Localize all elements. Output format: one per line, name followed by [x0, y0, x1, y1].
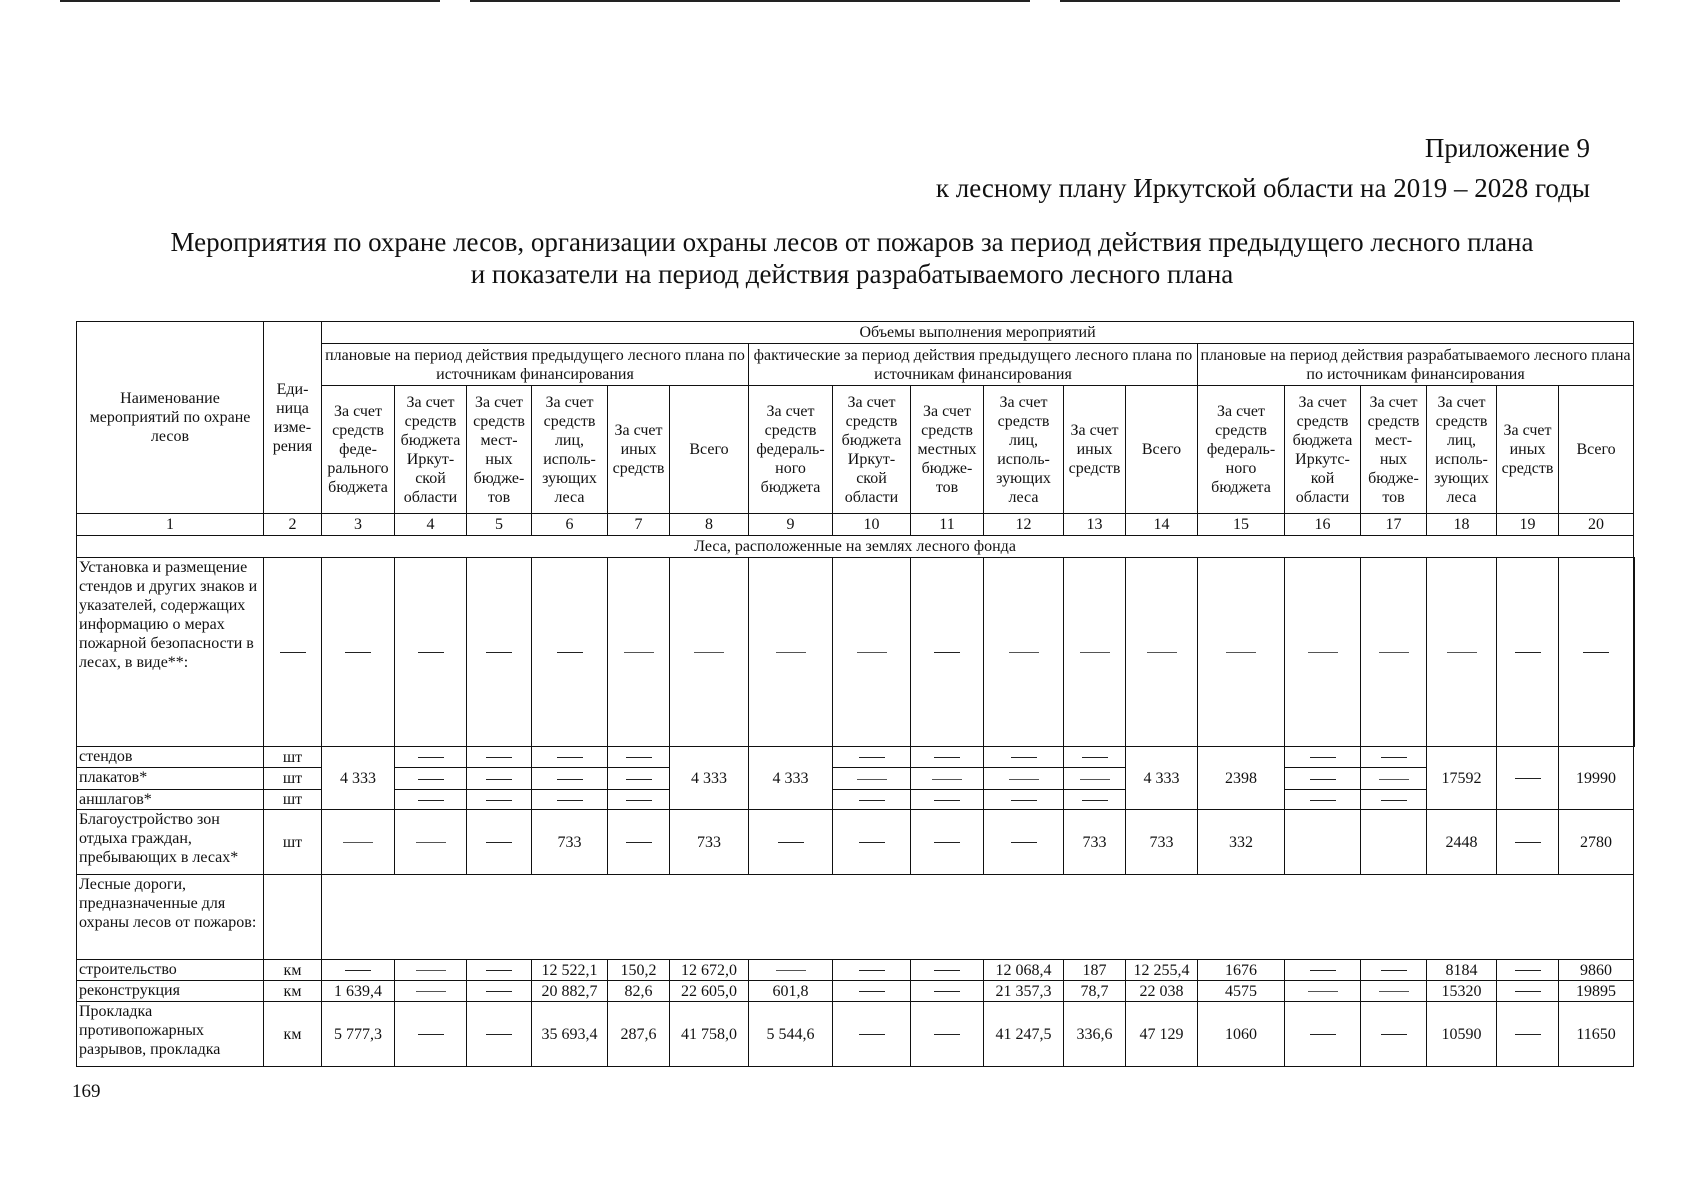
reconstruction-c15: 4575	[1198, 981, 1285, 1002]
table-row	[77, 747, 1635, 768]
dash	[1583, 652, 1609, 653]
dash	[1381, 800, 1407, 801]
row-stands-intro-name: Установка и размещение стендов и других знаков и указателей, содержащих информацию о мерах пожарной безопасности в лесах, в виде**:	[77, 558, 264, 747]
dash	[486, 991, 512, 992]
dash	[859, 842, 885, 843]
posters-c8: 4 333	[670, 747, 749, 810]
col-number: 20	[1559, 514, 1634, 536]
dash	[626, 800, 652, 801]
header-g2-other: За счет иных средств	[1064, 386, 1126, 514]
dash	[486, 842, 512, 843]
reconstruction-c7: 82,6	[608, 981, 670, 1002]
dash	[343, 842, 373, 843]
header-g3-local: За счет средств мест-ных бюдже-тов	[1361, 386, 1427, 514]
posters-c15: 2398	[1198, 747, 1285, 810]
col-number: 6	[532, 514, 608, 536]
posters-c20: 19990	[1559, 747, 1634, 810]
dash	[932, 779, 962, 780]
row-recreation-name: Благоустройство зон отдыха граждан, пребывающих в лесах*	[77, 810, 264, 875]
recreation-c20: 2780	[1559, 810, 1634, 875]
dash	[1080, 652, 1110, 653]
construction-c8: 12 672,0	[670, 960, 749, 981]
posters-c3: 4 333	[322, 747, 395, 810]
construction-c14: 12 255,4	[1126, 960, 1198, 981]
row-stands-name: стендов	[77, 747, 264, 768]
reconstruction-c6: 20 882,7	[532, 981, 608, 1002]
header-g1-total: Всего	[670, 386, 749, 514]
table-row	[77, 790, 1635, 810]
table-row	[77, 768, 1635, 790]
firebreaks-c12: 41 247,5	[984, 1002, 1064, 1067]
reconstruction-c13: 78,7	[1064, 981, 1126, 1002]
dash	[1379, 779, 1409, 780]
header-unit: Еди-ница изме-рения	[264, 322, 322, 514]
dash	[557, 652, 583, 653]
row-recreation-unit: шт	[264, 810, 322, 875]
dash	[1515, 778, 1541, 779]
row-construction-unit: км	[264, 960, 322, 981]
dash	[1308, 652, 1338, 653]
dash	[857, 779, 887, 780]
dash	[1381, 1034, 1407, 1035]
dash	[1226, 652, 1256, 653]
row-anshlag-name: аншлагов*	[77, 790, 264, 810]
dash	[934, 970, 960, 971]
dash	[486, 970, 512, 971]
dash	[345, 970, 371, 971]
row-posters-unit: шт	[264, 768, 322, 790]
dash	[486, 757, 512, 758]
col-number: 3	[322, 514, 395, 536]
dash	[1447, 652, 1477, 653]
col-number: 2	[264, 514, 322, 536]
dash	[280, 652, 306, 653]
firebreaks-c9: 5 544,6	[749, 1002, 833, 1067]
reconstruction-c9: 601,8	[749, 981, 833, 1002]
firebreaks-c15: 1060	[1198, 1002, 1285, 1067]
row-anshlag-unit: шт	[264, 790, 322, 810]
dash	[416, 991, 446, 992]
construction-c7: 150,2	[608, 960, 670, 981]
row-firebreaks-name: Прокладка противопожарных разрывов, прокладка	[77, 1002, 264, 1067]
dash	[626, 779, 652, 780]
appendix-number: Приложение 9	[1424, 133, 1590, 163]
dash	[418, 779, 444, 780]
dash	[776, 652, 806, 653]
header-g2-local: За счет средств местных бюдже-тов	[911, 386, 984, 514]
table-row	[77, 960, 1635, 981]
recreation-c14: 733	[1126, 810, 1198, 875]
dash	[486, 1034, 512, 1035]
dash	[418, 1034, 444, 1035]
reconstruction-c12: 21 357,3	[984, 981, 1064, 1002]
dash	[1310, 970, 1336, 971]
col-number: 18	[1427, 514, 1497, 536]
col-number: 4	[395, 514, 467, 536]
header-name: Наименование мероприятий по охране лесов	[77, 322, 264, 514]
dash	[486, 652, 512, 653]
row-construction-name: строительство	[77, 960, 264, 981]
col-number: 10	[833, 514, 911, 536]
dash	[1381, 757, 1407, 758]
dash	[859, 800, 885, 801]
dash	[1308, 991, 1338, 992]
dash	[934, 652, 960, 653]
dash	[1082, 757, 1108, 758]
col-number: 1	[77, 514, 264, 536]
dash	[859, 991, 885, 992]
dash	[1011, 800, 1037, 801]
posters-c14: 4 333	[1126, 747, 1198, 810]
construction-c12: 12 068,4	[984, 960, 1064, 981]
dash	[1310, 1034, 1336, 1035]
firebreaks-c3: 5 777,3	[322, 1002, 395, 1067]
page-number: 169	[72, 1081, 101, 1102]
reconstruction-c20: 19895	[1559, 981, 1634, 1002]
reconstruction-c14: 22 038	[1126, 981, 1198, 1002]
col-number: 19	[1497, 514, 1559, 536]
row-reconstruction-unit: км	[264, 981, 322, 1002]
dash	[418, 757, 444, 758]
header-g2-regional: За счет средств бюджета Иркут-ской области	[833, 386, 911, 514]
col-number: 11	[911, 514, 984, 536]
row-roads-intro-name: Лесные дороги, предназначенные для охраны лесов от пожаров:	[77, 875, 264, 960]
firebreaks-c13: 336,6	[1064, 1002, 1126, 1067]
header-g3-total: Всего	[1559, 386, 1634, 514]
dash	[1379, 991, 1409, 992]
recreation-c6: 733	[532, 810, 608, 875]
construction-c6: 12 522,1	[532, 960, 608, 981]
dash	[1515, 652, 1541, 653]
dash	[694, 652, 724, 653]
dash	[1310, 757, 1336, 758]
dash	[934, 991, 960, 992]
dash	[626, 757, 652, 758]
col-number: 14	[1126, 514, 1198, 536]
recreation-c18: 2448	[1427, 810, 1497, 875]
dash	[1011, 842, 1037, 843]
dash	[1310, 779, 1336, 780]
firebreaks-c14: 47 129	[1126, 1002, 1198, 1067]
dash	[1080, 779, 1110, 780]
dash	[1515, 1034, 1541, 1035]
dash	[486, 779, 512, 780]
row-stands-unit: шт	[264, 747, 322, 768]
dash	[859, 970, 885, 971]
title-line-2: и показатели на период действия разрабатываемого лесного плана	[470, 259, 1234, 289]
table-row	[77, 810, 1635, 875]
header-g3-users: За счет средств лиц, исполь-зующих леса	[1427, 386, 1497, 514]
header-g3-regional: За счет средств бюджета Иркутс-кой области	[1285, 386, 1361, 514]
row-reconstruction-name: реконструкция	[77, 981, 264, 1002]
dash	[1011, 757, 1037, 758]
col-number: 13	[1064, 514, 1126, 536]
construction-c20: 9860	[1559, 960, 1634, 981]
recreation-c15: 332	[1198, 810, 1285, 875]
header-g2-federal: За счет средств федераль-ного бюджета	[749, 386, 833, 514]
header-group-actual-previous: фактические за период действия предыдущего лесного плана по источникам финансирования	[749, 344, 1198, 386]
col-number: 16	[1285, 514, 1361, 536]
header-g1-users: За счет средств лиц, исполь-зующих леса	[532, 386, 608, 514]
dash	[416, 970, 446, 971]
header-volumes: Объемы выполнения мероприятий	[322, 322, 1634, 344]
col-number: 8	[670, 514, 749, 536]
header-g1-local: За счет средств мест-ных бюдже-тов	[467, 386, 532, 514]
dash	[1082, 800, 1108, 801]
dash	[626, 842, 652, 843]
col-number: 7	[608, 514, 670, 536]
dash	[345, 652, 371, 653]
firebreaks-c20: 11650	[1559, 1002, 1634, 1067]
col-number: 5	[467, 514, 532, 536]
col-number: 12	[984, 514, 1064, 536]
header-group-planned-previous: плановые на период действия предыдущего лесного плана по источникам финансирования	[322, 344, 749, 386]
dash	[1515, 842, 1541, 843]
reconstruction-c8: 22 605,0	[670, 981, 749, 1002]
dash	[557, 779, 583, 780]
posters-c9: 4 333	[749, 747, 833, 810]
header-g2-users: За счет средств лиц, исполь-зующих леса	[984, 386, 1064, 514]
recreation-c13: 733	[1064, 810, 1126, 875]
firebreaks-c6: 35 693,4	[532, 1002, 608, 1067]
header-g1-other: За счет иных средств	[608, 386, 670, 514]
reconstruction-c18: 15320	[1427, 981, 1497, 1002]
firebreaks-c18: 10590	[1427, 1002, 1497, 1067]
section-heading: Леса, расположенные на землях лесного фонда	[77, 536, 1634, 558]
firebreaks-c8: 41 758,0	[670, 1002, 749, 1067]
dash	[557, 757, 583, 758]
dash	[418, 652, 444, 653]
header-g1-federal: За счет средств феде-рального бюджета	[322, 386, 395, 514]
dash	[486, 800, 512, 801]
header-group-planned-new: плановые на период действия разрабатываемого лесного плана по источникам финансирования	[1198, 344, 1634, 386]
column-number-row	[77, 514, 1635, 536]
table-row	[77, 981, 1635, 1002]
col-number: 15	[1198, 514, 1285, 536]
top-scan-edge	[0, 0, 1704, 3]
forest-protection-table	[76, 321, 1635, 1067]
dash	[859, 757, 885, 758]
header-g1-regional: За счет средств бюджета Иркут-ской области	[395, 386, 467, 514]
construction-c13: 187	[1064, 960, 1126, 981]
dash	[857, 652, 887, 653]
header-g2-total: Всего	[1126, 386, 1198, 514]
dash	[859, 1034, 885, 1035]
construction-c15: 1676	[1198, 960, 1285, 981]
dash	[1379, 652, 1409, 653]
appendix-header	[936, 128, 1590, 208]
recreation-c8: 733	[670, 810, 749, 875]
firebreaks-c7: 287,6	[608, 1002, 670, 1067]
header-g3-other: За счет иных средств	[1497, 386, 1559, 514]
appendix-reference: к лесному плану Иркутской области на 2019 – 2028 годы	[935, 173, 1590, 203]
dash	[1310, 800, 1336, 801]
dash	[416, 842, 446, 843]
dash	[1009, 779, 1039, 780]
dash	[1515, 970, 1541, 971]
dash	[624, 652, 654, 653]
dash	[778, 842, 804, 843]
document-title	[100, 226, 1604, 290]
row-firebreaks-unit: км	[264, 1002, 322, 1067]
dash	[776, 970, 806, 971]
dash	[934, 1034, 960, 1035]
col-number: 9	[749, 514, 833, 536]
table-row	[77, 558, 1635, 747]
dash	[557, 800, 583, 801]
table-row	[77, 875, 1635, 960]
dash	[1381, 970, 1407, 971]
dash	[934, 800, 960, 801]
posters-c18: 17592	[1427, 747, 1497, 810]
header-g3-federal: За счет средств федераль-ного бюджета	[1198, 386, 1285, 514]
table-row	[77, 1002, 1635, 1067]
col-number: 17	[1361, 514, 1427, 536]
dash	[1009, 652, 1039, 653]
dash	[418, 800, 444, 801]
dash	[934, 757, 960, 758]
dash	[1515, 991, 1541, 992]
dash	[934, 842, 960, 843]
row-posters-name: плакатов*	[77, 768, 264, 790]
reconstruction-c3: 1 639,4	[322, 981, 395, 1002]
title-line-1: Мероприятия по охране лесов, организации охраны лесов от пожаров за период действия предыдущего лесного плана	[170, 227, 1534, 257]
dash	[1147, 652, 1177, 653]
construction-c18: 8184	[1427, 960, 1497, 981]
